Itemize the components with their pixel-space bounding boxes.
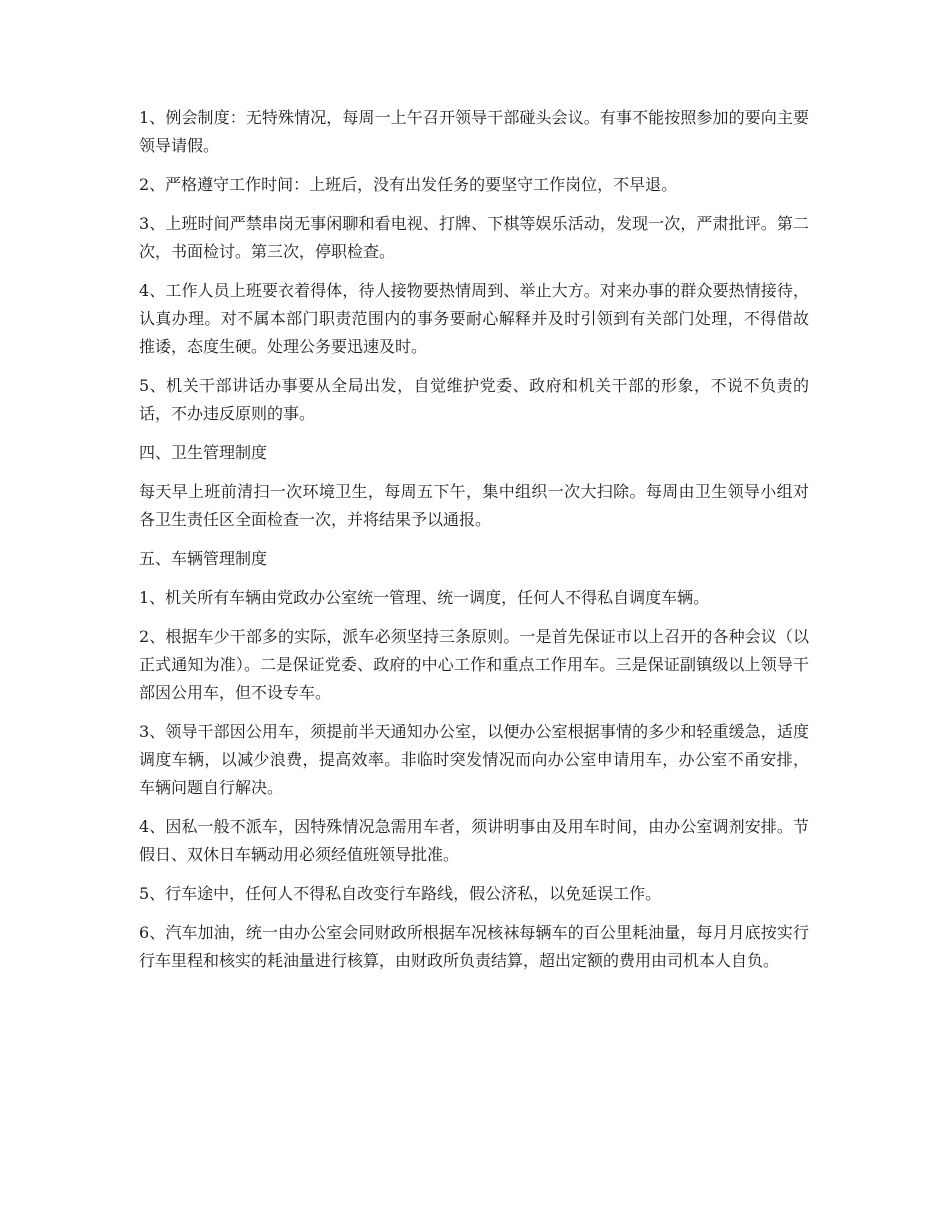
document-body [139, 104, 809, 986]
paragraph-vehicle-management: 1、机关所有车辆由党政办公室统一管理、统一调度，任何人不得私自调度车辆。 [139, 588, 710, 607]
paragraph-hygiene: 每天早上班前清扫一次环境卫生，每周五下午，集中组织一次大扫除。每周由卫生领导小组对各卫生责任区全面检查一次，并将结果予以通报。 [139, 482, 809, 529]
paragraph-dispatch-principles: 2、根据车少干部多的实际，派车必须坚持三条原则。一是首先保证市以上召开的各种会议（以正式通知为准）。二是保证党委、政府的中心工作和重点工作用车。三是保证副镇级以上领导干部因公用车，但不设专车。 [139, 627, 809, 702]
section-heading-vehicles: 五、车辆管理制度 [139, 549, 268, 568]
section-heading-hygiene: 四、卫生管理制度 [139, 443, 268, 462]
paragraph-official-use: 3、领导干部因公用车，须提前半天通知办公室，以便办公室根据事情的多少和轻重缓急，适度调度车辆，以减少浪费，提高效率。非临时突发情况而向办公室申请用车，办公室不甬安排，车辆问题自行解决。 [139, 722, 809, 797]
paragraph-conduct: 4、工作人员上班要衣着得体，待人接物要热情周到、举止大方。对来办事的群众要热情接待，认真办理。对不属本部门职责范围内的事务要耐心解释并及时引领到有关部门处理，不得借故推诿，态度生硬。处理公务要迅速及时。 [139, 281, 809, 356]
paragraph-work-hours: 2、严格遵守工作时间：上班后，没有出发任务的要坚守工作岗位，不早退。 [139, 175, 678, 194]
paragraph-speech: 5、机关干部讲话办事要从全局出发，自觉维护党委、政府和机关干部的形象，不说不负责的话，不办违反原则的事。 [139, 376, 809, 423]
paragraph-no-idling: 3、上班时间严禁串岗无事闲聊和看电视、打牌、下棋等娱乐活动，发现一次，严肃批评。第二次，书面检讨。第三次，停职检查。 [139, 214, 809, 261]
paragraph-meeting-rule: 1、例会制度：无特殊情况，每周一上午召开领导干部碰头会议。有事不能按照参加的要向主要领导请假。 [139, 108, 809, 155]
paragraph-fuel: 6、汽车加油，统一由办公室会同财政所根据车况核袜每辆车的百公里耗油量，每月月底按实行行车里程和核实的耗油量进行核算，由财政所负责结算，超出定额的费用由司机本人自负。 [139, 923, 809, 970]
paragraph-route: 5、行车途中，任何人不得私自改变行车路线，假公济私，以免延误工作。 [139, 884, 662, 903]
paragraph-private-use: 4、因私一般不派车，因特殊情况急需用车者，须讲明事由及用车时间，由办公室调剂安排。节假日、双休日车辆动用必须经值班领导批准。 [139, 817, 809, 864]
